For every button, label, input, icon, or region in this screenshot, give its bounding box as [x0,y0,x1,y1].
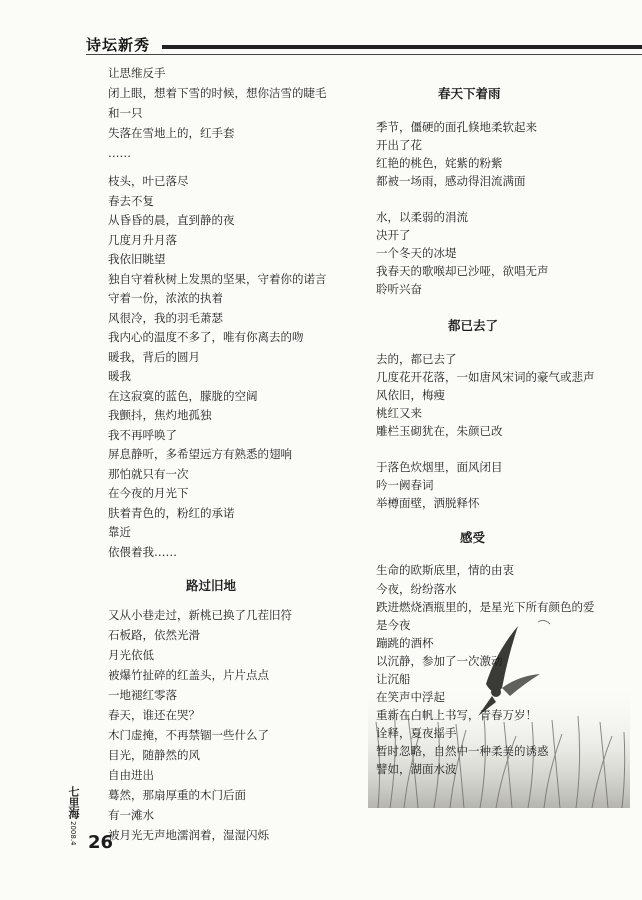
poem-title: 路过旧地 [186,578,237,593]
section-header [86,34,642,58]
poem-title: 感受 [460,530,486,545]
poem-line: …… [108,146,131,160]
poem-line: 去的，都已去了 [376,352,457,366]
poem-line: 我春天的歌喉却已沙哑，欲唱无声 [376,264,549,278]
page-number: 26 [88,832,114,853]
poem-line: 吟一阙春词 [376,478,434,492]
header-rule [162,45,642,49]
poem-line: 肤着青色的，粉红的承诺 [108,506,235,520]
poem-line: 生命的欧斯底里，情的由衷 [376,563,514,577]
poem-line: 一地褪红零落 [108,688,177,702]
poem-line: 季节，僵硬的面孔倏地柔软起来 [376,120,537,134]
poem-line: 屏息静听，多希望远方有熟悉的翅响 [108,447,292,461]
poem-line: 月光依低 [108,648,154,662]
poem-line: 靠近 [108,525,131,539]
poem-line: 目光，随静然的风 [108,748,200,762]
poem-line: 譬如，湖面水波 [376,762,457,776]
poem-line: 蹦跳的酒杯 [376,636,434,650]
poem-line: 聆听兴奋 [376,282,422,296]
poem-line: 从昏昏的晨，直到静的夜 [108,213,235,227]
poem-line: 暖我 [108,369,131,383]
poem-line: 今夜，纷纷落水 [376,582,457,596]
poem-line: 在这寂寞的蓝色，朦胧的空阔 [108,389,258,403]
poem-line: 在笑声中浮起 [376,690,445,704]
magazine-name: 七里海 [67,786,80,819]
poem-line: 春天，谁还在哭？ [108,708,200,722]
poem-line: 红艳的桃色，姹紫的粉紫 [376,156,503,170]
poem-line: 我不再呼唤了 [108,428,177,442]
poem-line: 举樽面壁，洒脱释怀 [376,496,480,510]
poem-line: 有一滩水 [108,808,154,822]
issue-number: 2008.4 [69,821,77,846]
poem-line: 被爆竹扯碎的红盖头，片片点点 [108,668,269,682]
poem-line: 一个冬天的冰堤 [376,246,457,260]
poem-line: 和一只 [108,106,143,120]
poem-line: 独自守着秋树上发黑的坚果，守着你的诺言 [108,272,327,286]
poem-line: 暂时忽略，自然中一种柔美的诱惑 [376,744,549,758]
poem-line: 依偎着我…… [108,545,177,559]
poem-line: 木门虚掩，不再禁锢一些什么了 [108,728,269,742]
poem-line: 自由进出 [108,768,154,782]
poem-line: 开出了花 [376,138,422,152]
poem-line: 决开了 [376,228,411,242]
poem-line: 在今夜的月光下 [108,486,189,500]
poem-line: 诠释，夏夜摇手 [376,726,457,740]
poem-title: 春天下着雨 [438,86,501,101]
poem-line: 闭上眼，想着下雪的时候，想你洁雪的睫毛 [108,86,327,100]
poem-line: 跌进燃烧酒瓶里的，是星光下所有颜色的爱 [376,600,595,614]
poem-line: 是今夜 [376,618,411,632]
poem-line: 暖我，背后的圆月 [108,350,200,364]
poem-line: 桃红又来 [376,406,422,420]
poem-line: 失落在雪地上的，红手套 [108,126,235,140]
poem-line: 雕栏玉砌犹在，朱颜已改 [376,424,503,438]
magazine-sidebar [62,786,84,846]
poem-line: 我内心的温度不多了，唯有你离去的吻 [108,330,304,344]
poem-line: 风很冷，我的羽毛萧瑟 [108,311,223,325]
poem-line: 又从小巷走过，新桃已换了几茬旧符 [108,608,292,622]
poem-line: 风依旧，梅瘦 [376,388,445,402]
poem-line: 蓦然，那扇厚重的木门后面 [108,788,246,802]
poem-line: 那怕就只有一次 [108,467,189,481]
poem-line: 枝头，叶已落尽 [108,174,189,188]
poem-line: 石板路，依然光滑 [108,628,200,642]
poem-line: 重新在白帆上书写，青春万岁！ [376,708,537,722]
poem-line: 我颤抖，焦灼地孤独 [108,408,212,422]
poem-line: 让思维反手 [108,66,166,80]
poem-line: 几度月升月落 [108,233,177,247]
poem-title: 都已去了 [448,318,499,333]
poem-line: 春去不复 [108,194,154,208]
poem-line: 以沉静，参加了一次激动 [376,654,503,668]
poem-line: 都被一场雨，感动得泪流满面 [376,174,526,188]
header-baseline [86,54,642,55]
poem-line: 我依旧眺望 [108,252,166,266]
poem-line: 几度花开花落，一如唐风宋词的豪气或悲声 [376,370,595,384]
poem-line: 水，以柔弱的涓流 [376,210,468,224]
poem-line: 守着一份，浓浓的执着 [108,291,223,305]
poem-line: 于落色炊烟里，面风闭目 [376,460,503,474]
section-title: 诗坛新秀 [86,36,151,54]
poem-line: 被月光无声地濡润着，湿湿闪烁 [108,828,269,842]
poem-line: 让沉船 [376,672,411,686]
